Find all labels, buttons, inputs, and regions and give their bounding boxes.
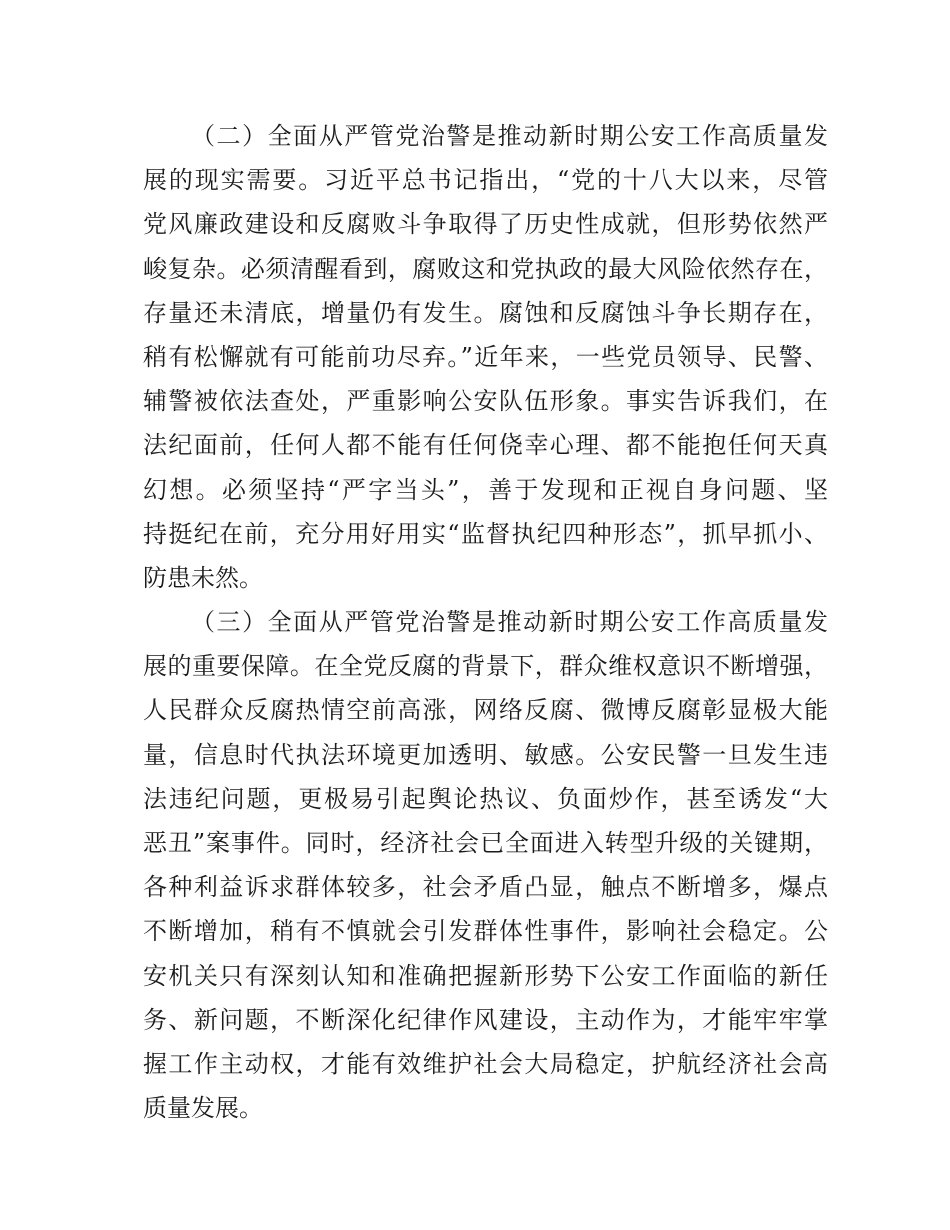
text-line: 法违纪问题，更极易引起舆论热议、负面炒作，甚至诱发“大 bbox=[143, 784, 828, 813]
text-line: 安机关只有深刻认知和准确把握新形势下公安工作面临的新任 bbox=[143, 961, 828, 990]
text-line: 展的现实需要。习近平总书记指出，“党的十八大以来，尽管 bbox=[143, 166, 828, 195]
text-line: 不断增加，稍有不慎就会引发群体性事件，影响社会稳定。公 bbox=[143, 917, 828, 946]
text-line: （三）全面从严管党治警是推动新时期公安工作高质量发 bbox=[191, 608, 828, 637]
text-line: 辅警被依法查处，严重影响公安队伍形象。事实告诉我们，在 bbox=[143, 387, 828, 416]
text-line: 稍有松懈就有可能前功尽弃。”近年来，一些党员领导、民警、 bbox=[143, 342, 828, 371]
text-line: 法纪面前，任何人都不能有任何侥幸心理、都不能抱任何天真 bbox=[143, 431, 828, 460]
text-line: （二）全面从严管党治警是推动新时期公安工作高质量发 bbox=[191, 122, 828, 150]
text-line: 务、新问题，不断深化纪律作风建设，主动作为，才能牢牢掌 bbox=[143, 1005, 828, 1034]
text-line: 展的重要保障。在全党反腐的背景下，群众维权意识不断增强， bbox=[143, 652, 828, 681]
text-line: 各种利益诉求群体较多，社会矛盾凸显，触点不断增多，爆点 bbox=[143, 873, 828, 902]
text-line: 党风廉政建设和反腐败斗争取得了历史性成就，但形势依然严 bbox=[143, 210, 828, 239]
paragraph-3 bbox=[143, 600, 828, 1130]
paragraph-2 bbox=[143, 114, 828, 600]
text-line: 幻想。必须坚持“严字当头”，善于发现和正视自身问题、坚 bbox=[143, 475, 828, 504]
text-line: 量，信息时代执法环境更加透明、敏感。公安民警一旦发生违 bbox=[143, 740, 828, 769]
text-line: 防患未然。 bbox=[143, 563, 263, 592]
text-line: 恶丑”案事件。同时，经济社会已全面进入转型升级的关键期， bbox=[143, 829, 828, 857]
text-line: 质量发展。 bbox=[143, 1094, 263, 1123]
text-line: 人民群众反腐热情空前高涨，网络反腐、微博反腐彰显极大能 bbox=[143, 696, 828, 725]
body-text bbox=[143, 114, 828, 1130]
text-line: 握工作主动权，才能有效维护社会大局稳定，护航经济社会高 bbox=[143, 1049, 828, 1078]
text-line: 峻复杂。必须清醒看到，腐败这和党执政的最大风险依然存在， bbox=[143, 254, 828, 283]
text-line: 持挺纪在前，充分用好用实“监督执纪四种形态”，抓早抓小、 bbox=[143, 519, 828, 548]
text-line: 存量还未清底，增量仍有发生。腐蚀和反腐蚀斗争长期存在， bbox=[143, 298, 828, 327]
